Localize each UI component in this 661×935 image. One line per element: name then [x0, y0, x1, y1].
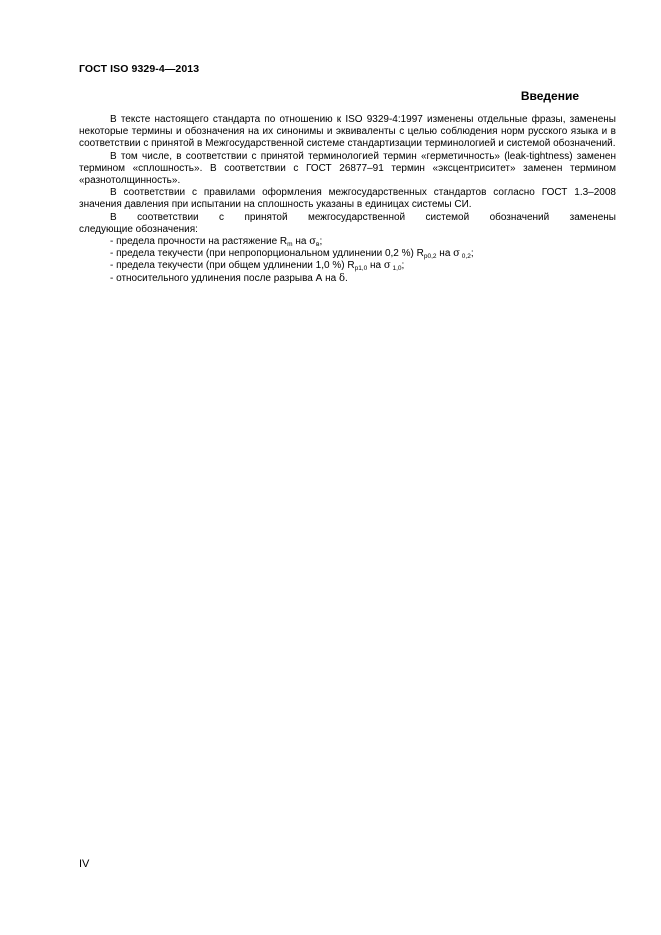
list-item-2-sub-2: 0,2	[459, 253, 471, 261]
paragraph-4-line-1: В соответствии с принятой межгосударственной системой обозначений заменены	[110, 211, 616, 223]
section-title: Введение	[520, 89, 579, 103]
list-item-3-mid: на	[367, 260, 384, 272]
list-item	[79, 273, 616, 285]
paragraph-4-line-2: следующие обозначения:	[79, 223, 198, 235]
list-item-1-sub-1: m	[287, 241, 293, 249]
paragraph-2: В том числе, в соответствии с принятой терминологией термин «герметичность» (leak-tightness) заменен термином «сплошность». В соответствии с ГОСТ 26877–91 термин «эксцентриситет» заменен термином «разнотолщинность».	[79, 150, 616, 187]
list-item-3-symbol: σ	[383, 260, 391, 272]
page-header: ГОСТ ISO 9329-4—2013	[79, 63, 200, 75]
list-item	[79, 248, 616, 260]
list-item-3-suffix: ;	[401, 260, 405, 272]
list-item-1-mid: на	[292, 236, 310, 248]
list-item-1-text: - предела прочности на растяжение R	[110, 236, 288, 248]
list-item-2-mid: на	[436, 248, 454, 260]
list-item-3-text: - предела текучести (при общем удлинении 1,0 %) R	[110, 260, 355, 272]
list-item-4-suffix: .	[344, 272, 348, 284]
list-item-2-suffix: ;	[470, 248, 474, 260]
list-item-2-sub-1: p0,2	[423, 253, 437, 261]
list-item	[79, 260, 616, 272]
paragraph-1: В тексте настоящего стандарта по отношению к ISO 9329-4:1997 изменены отдельные фразы, заменены некоторые термины и обозначения на их синонимы и эквиваленты с целью соблюдения норм русского языка и в соответствии с принятой в Межгосударственной системе стандартизации терминологией и системой обозначений.	[79, 114, 616, 150]
list-item-3-sub-2: 1,0	[390, 265, 402, 273]
list-item	[79, 236, 616, 248]
list-item-3-sub-1: p1,0	[354, 265, 368, 273]
list-item-2-text: - предела текучести (при непропорциональном удлинении 0,2 %) R	[110, 248, 424, 260]
page-number: IV	[79, 858, 90, 870]
paragraph-3: В соответствии с правилами оформления межгосударственных стандартов согласно ГОСТ 1.3–2008 значения давления при испытании на сплошность указаны в единицах системы СИ.	[79, 187, 616, 211]
list-item-1-suffix: ;	[319, 236, 323, 248]
list-item-1-sub-2: в	[316, 241, 320, 249]
list-item-4-symbol: δ	[338, 272, 345, 284]
body-text	[79, 114, 616, 285]
list-item-1-symbol: σ	[309, 236, 317, 248]
list-item-4-text: - относительного удлинения после разрыва А на	[110, 272, 339, 284]
list-item-2-symbol: σ	[453, 248, 460, 260]
